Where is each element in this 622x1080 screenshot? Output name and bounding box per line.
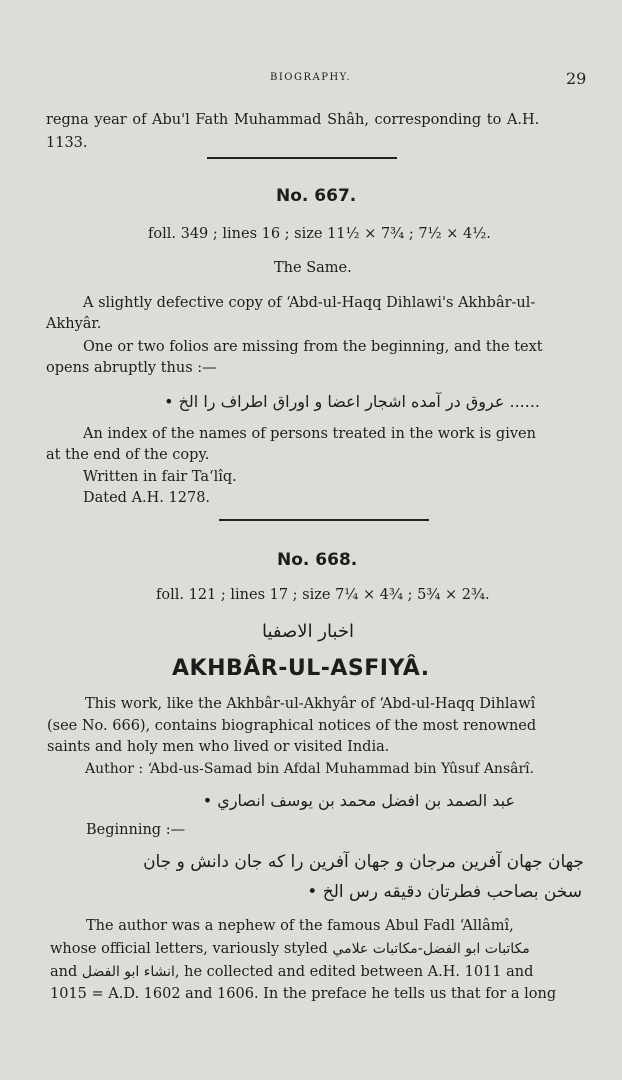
entry-667-written: Written in fair Ta‘lîq. xyxy=(83,469,237,485)
entry-667-p3-line2: at the end of the copy. xyxy=(46,447,210,463)
entry-668-p2-line2-text: whose official letters, variously styled xyxy=(50,941,328,957)
entry-668-p1-line2: (see No. 666), contains biographical notices of the most renowned xyxy=(47,718,537,734)
entry-667-collation: foll. 349 ; lines 16 ; size 11½ × 7¾ ; 7½ × 4½. xyxy=(148,226,491,242)
entry-668-arabic-title: اخبار الاصفيا xyxy=(262,621,355,642)
entry-667-number: No. 667. xyxy=(276,186,357,206)
entry-667-p1-line1: A slightly defective copy of ‘Abd-ul-Haqq Dihlawi's Akhbâr-ul- xyxy=(83,295,536,311)
entry-668-arabic-beginning-2: سخن بصاحب فطرتان دقيقه رس الخ • xyxy=(307,882,582,902)
entry-667-p2-line2: opens abruptly thus :— xyxy=(46,360,217,376)
section-divider xyxy=(219,519,429,521)
entry-668-arabic-beginning-1: جهان جهان آفرين مرجان و جهان آفرين را كه جان دانش و جان xyxy=(143,852,584,872)
running-title: BIOGRAPHY. xyxy=(270,72,352,83)
intro-line-1: regna year of Abu'l Fath Muhammad Shâh, corresponding to A.H. xyxy=(46,112,540,128)
intro-line-2: 1133. xyxy=(46,135,88,151)
section-divider xyxy=(207,157,397,159)
entry-668-author: Author : ‘Abd-us-Samad bin Afdal Muhammad bin Yûsuf Ansârî. xyxy=(85,761,535,777)
entry-668-number: No. 668. xyxy=(277,550,358,570)
entry-668-p2-line4: 1015 = A.D. 1602 and 1606. In the preface he tells us that for a long xyxy=(50,986,557,1002)
entry-668-arabic-author: عبد الصمد بن افضل محمد بن يوسف انصاري • xyxy=(202,791,515,810)
page-number: 29 xyxy=(566,69,587,88)
entry-668-collation: foll. 121 ; lines 17 ; size 7¼ × 4¾ ; 5¾ × 2¾. xyxy=(156,587,490,603)
entry-667-p1-line2: Akhyâr. xyxy=(46,316,102,332)
entry-667-same: The Same. xyxy=(274,260,352,276)
entry-668-title: AKHBÂR-UL-ASFIYÂ. xyxy=(172,656,430,681)
entry-667-dated: Dated A.H. 1278. xyxy=(83,490,211,506)
entry-668-p1-line3: saints and holy men who lived or visited India. xyxy=(47,739,390,755)
entry-668-p2-line3 xyxy=(50,964,533,980)
entry-668-p2-line3-and: and xyxy=(50,964,78,980)
entry-667-p2-line1: One or two folios are missing from the beginning, and the text xyxy=(83,339,543,355)
entry-667-arabic-opening: ...... عروق در آمده اشجار اعضا و اوراق اطراف را الخ • xyxy=(164,392,540,411)
entry-668-beginning-label: Beginning :— xyxy=(86,822,186,838)
entry-668-p2-line3-arabic: انشاء ابو الفضل xyxy=(81,964,175,980)
entry-668-p1-line1: This work, like the Akhbâr-ul-Akhyâr of ‘Abd-ul-Haqq Dihlawî xyxy=(85,696,536,712)
entry-667-p3-line1: An index of the names of persons treated in the work is given xyxy=(83,426,536,442)
entry-668-p2-line2-arabic: مكاتبات ابو الفضل-مكاتبات علامي xyxy=(332,941,530,957)
entry-668-p2-line1: The author was a nephew of the famous Abul Fadl ‘Allâmî, xyxy=(86,918,514,934)
entry-668-p2-line3-text: , he collected and edited between A.H. 1011 and xyxy=(174,964,534,980)
entry-668-p2-line2 xyxy=(50,941,530,957)
